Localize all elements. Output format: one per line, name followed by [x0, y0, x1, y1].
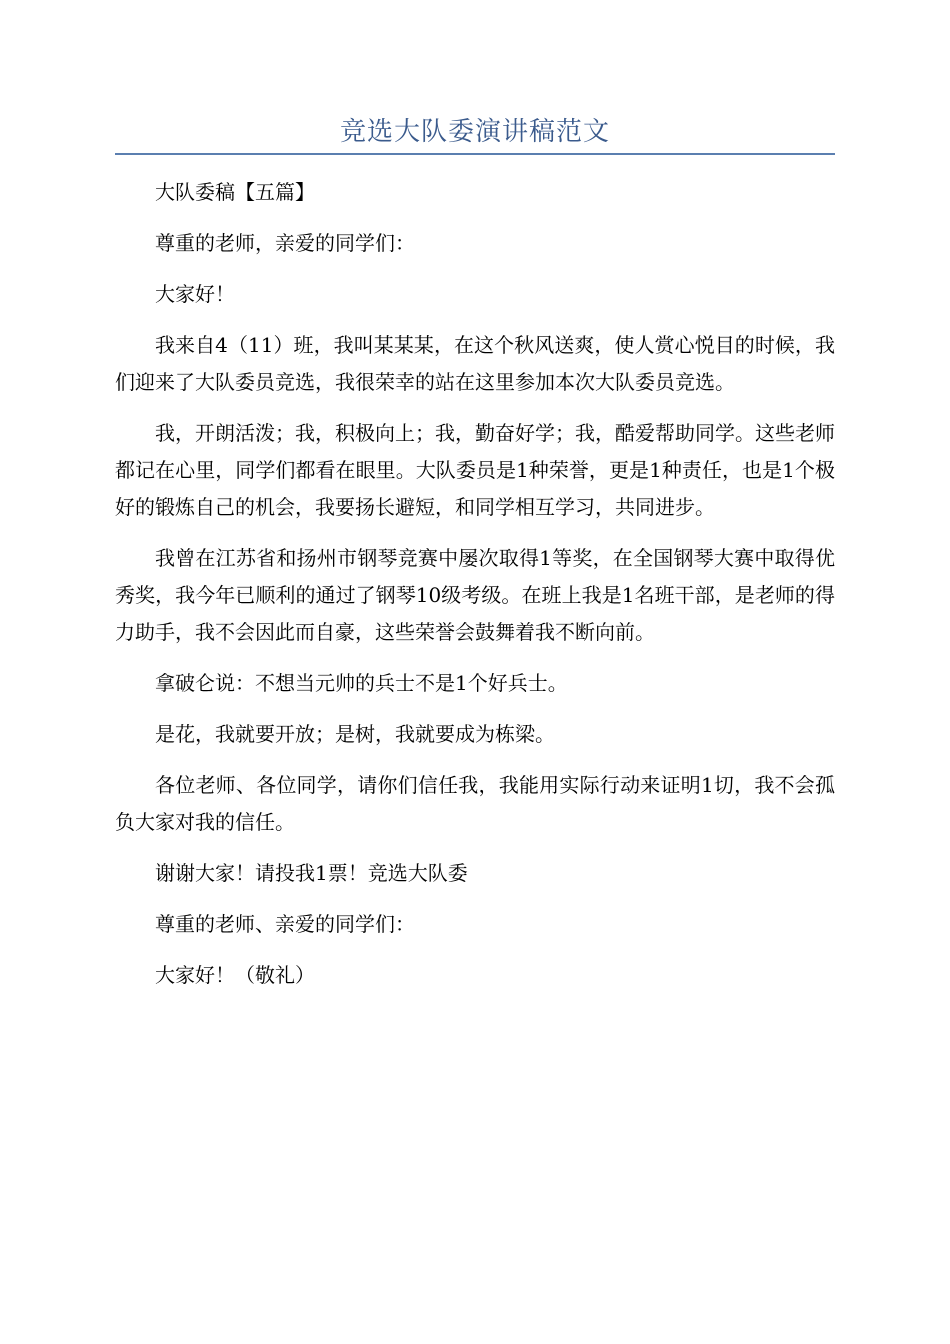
paragraph-greeting-2: 尊重的老师、亲爱的同学们： [155, 912, 415, 936]
title-underline [115, 153, 835, 155]
paragraph-greeting: 尊重的老师，亲爱的同学们： [155, 231, 415, 255]
paragraph-personality: 我，开朗活泼；我，积极向上；我，勤奋好学；我，酷爱帮助同学。这些老师都记在心里，同学们都看在眼里。大队委员是1种荣誉，更是1种责任，也是1个极好的锻炼自己的机会，我要扬长避短，和同学相互学习，共同进步。 [115, 421, 835, 519]
paragraph-thanks: 谢谢大家！请投我1票！竞选大队委 [155, 861, 468, 885]
paragraph-subtitle: 大队委稿【五篇】 [155, 180, 315, 204]
paragraph-intro: 我来自4（11）班，我叫某某某，在这个秋风送爽，使人赏心悦目的时候，我们迎来了大队委员竞选，我很荣幸的站在这里参加本次大队委员竞选。 [115, 333, 835, 394]
paragraph-hello: 大家好！ [155, 282, 235, 306]
paragraph-appeal: 各位老师、各位同学，请你们信任我，我能用实际行动来证明1切，我不会孤负大家对我的信任。 [115, 773, 835, 834]
paragraph-hello-2: 大家好！（敬礼） [155, 963, 315, 987]
paragraph-quote: 拿破仑说：不想当元帅的兵士不是1个好兵士。 [155, 671, 568, 695]
document-title: 竞选大队委演讲稿范文 [339, 117, 610, 147]
paragraph-metaphor: 是花，我就要开放；是树，我就要成为栋梁。 [155, 722, 555, 746]
document-body [115, 174, 835, 1008]
paragraph-achievements: 我曾在江苏省和扬州市钢琴竞赛中屡次取得1等奖，在全国钢琴大赛中取得优秀奖，我今年已顺利的通过了钢琴10级考级。在班上我是1名班干部，是老师的得力助手，我不会因此而自豪，这些荣誉会鼓舞着我不断向前。 [115, 546, 835, 644]
